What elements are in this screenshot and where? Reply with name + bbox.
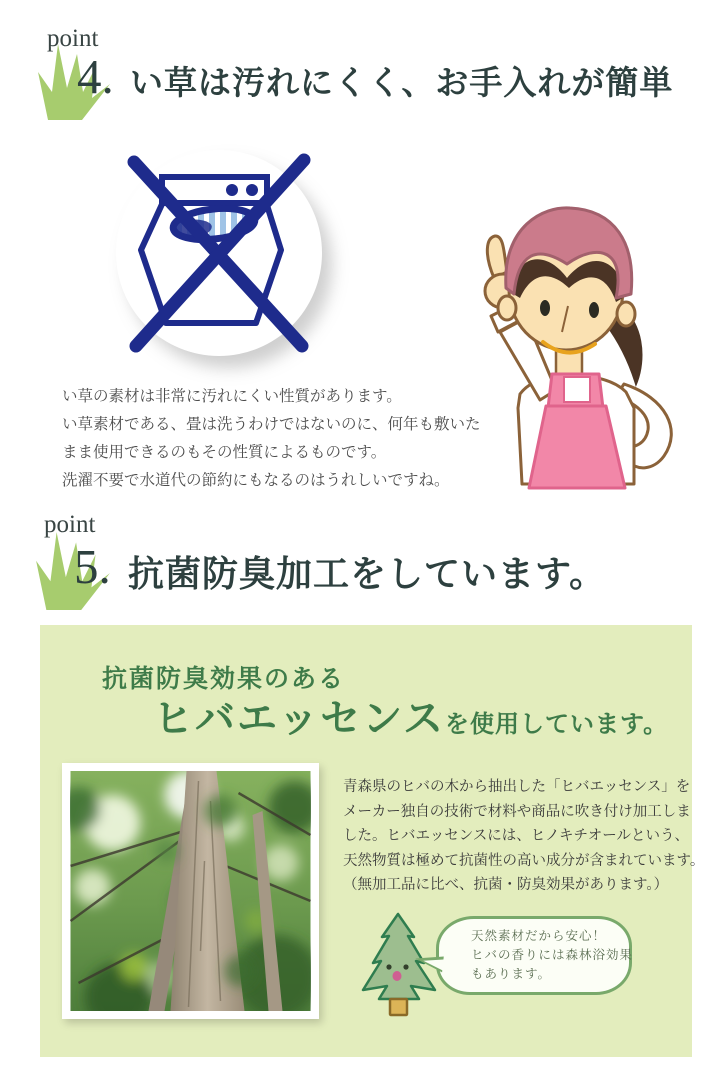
- point5-number: 5.: [74, 539, 111, 594]
- hiba-heading-line2: [153, 687, 668, 744]
- hiba-forest-photo: [62, 763, 319, 1019]
- paragraph-line: い草素材である、畳は洗うわけではないのに、何年も敷いた: [62, 416, 481, 433]
- hiba-heading-line1: 抗菌防臭効果のある: [102, 666, 346, 693]
- paragraph-line: した。ヒバエッセンスには、ヒノキチオールという、: [343, 828, 689, 844]
- forest-photo-art: [70, 771, 311, 1011]
- no-washing-machine-icon: [116, 150, 322, 356]
- paragraph-line: メーカー独自の技術で材料や商品に吹き付け加工しま: [343, 803, 691, 820]
- pointing-woman-illustration: [448, 192, 708, 492]
- paragraph-line: まま使用できるのもその性質によるものです。: [62, 444, 387, 461]
- bubble-line: ヒバの香りには森林浴効果: [471, 948, 634, 962]
- paragraph-line: 洗濯不要で水道代の節約にもなるのはうれしいですね。: [62, 472, 450, 489]
- paragraph-line: 青森県のヒバの木から抽出した「ヒバエッセンス」を: [343, 779, 691, 795]
- point4-eyebrow: point: [47, 25, 99, 52]
- point4-paragraph: [62, 383, 481, 495]
- tree-speech-bubble: [436, 916, 632, 995]
- hiba-section: [40, 625, 705, 1057]
- bubble-line: もあります。: [471, 967, 552, 981]
- point5-eyebrow: point: [44, 511, 96, 538]
- paragraph-line: い草の素材は非常に汚れにくい性質があります。: [62, 388, 402, 405]
- point4-title: い草は汚れにくく、お手入れが簡単: [130, 66, 674, 102]
- point4-number: 4.: [77, 49, 114, 104]
- hiba-heading-suffix: を使用しています。: [445, 712, 669, 738]
- hiba-paragraph: [343, 775, 704, 898]
- paragraph-line: （無加工品に比べ、抗菌・防臭効果があります。）: [343, 877, 669, 893]
- bubble-line: 天然素材だから安心！: [471, 929, 607, 943]
- hiba-essence-emphasis: ヒバエッセンス: [153, 696, 445, 741]
- point5-title: 抗菌防臭加工をしています。: [128, 554, 607, 594]
- paragraph-line: 天然物質は極めて抗菌性の高い成分が含まれています。: [343, 852, 705, 869]
- no-washing-badge: [116, 150, 322, 356]
